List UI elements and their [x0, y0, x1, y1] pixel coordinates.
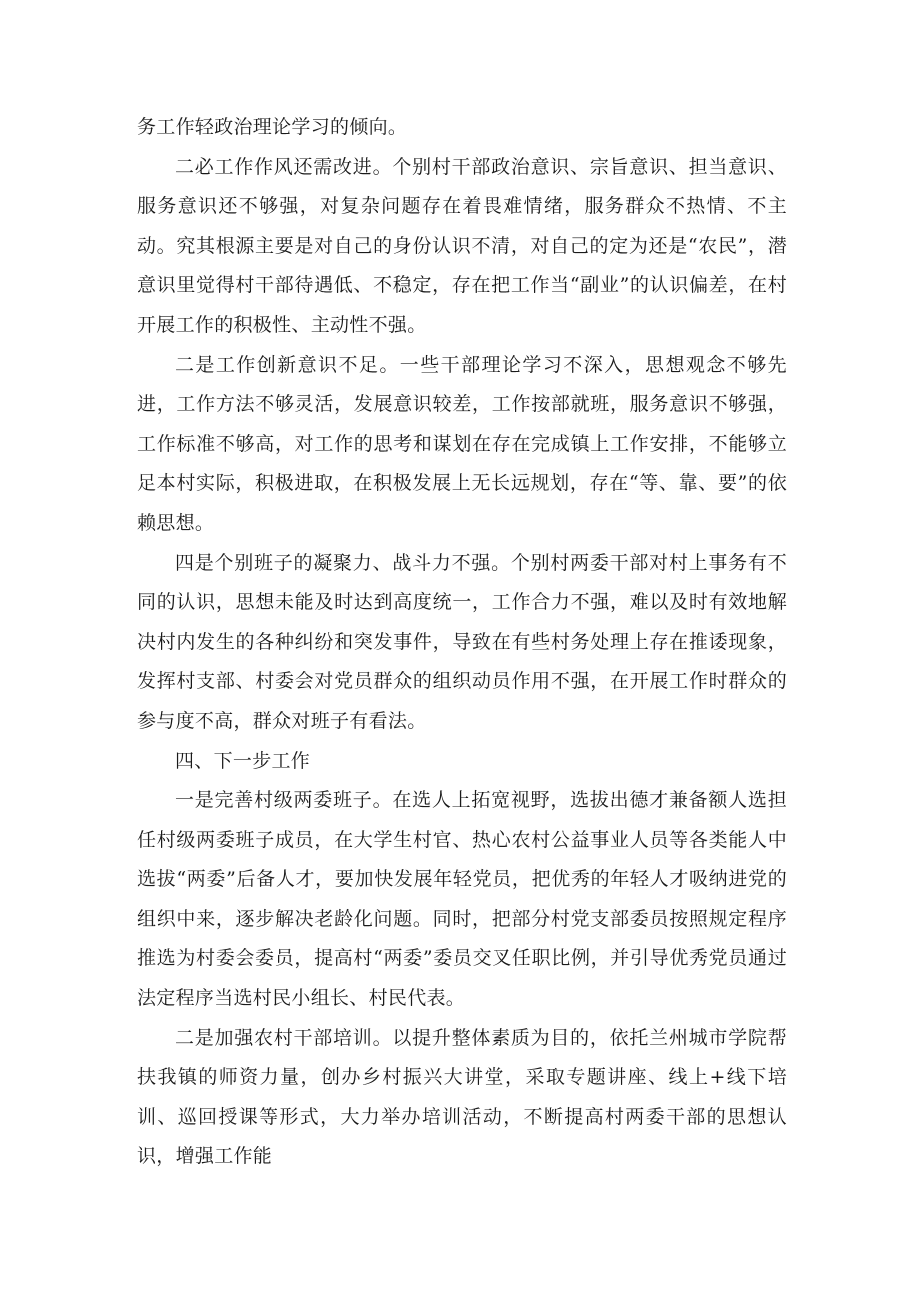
paragraph-innovation-awareness: 二是工作创新意识不足。一些干部理论学习不深入，思想观念不够先进，工作方法不够灵活，发展意识较差，工作按部就班，服务意识不够强，工作标准不够高，对工作的思考和谋划在存在完成镇上工作安排，不能够立足本村实际，积极进取，在积极发展上无长远规划，存在“等、靠、要”的依赖思想。 [137, 353, 787, 534]
document-body [137, 108, 787, 1177]
paragraph-cadre-training: 二是加强农村干部培训。以提升整体素质为目的，依托兰州城市学院帮扶我镇的师资力量，创办乡村振兴大讲堂，采取专题讲座、线上+线下培训、巡回授课等形式，大力举办培训活动，不断提高村两委干部的思想认识，增强工作能 [137, 1026, 787, 1168]
paragraph-improve-committees: 一是完善村级两委班子。在选人上拓宽视野，选拔出德才兼备额人选担任村级两委班子成员，在大学生村官、热心农村公益事业人员等各类能人中选拔“两委”后备人才，要加快发展年轻党员，把优秀的年轻人才吸纳进党的组织中来，逐步解决老龄化问题。同时，把部分村党支部委员按照规定程序推选为村委会委员，提高村“两委”委员交叉任职比例，并引导优秀党员通过法定程序当选村民小组长、村民代表。 [137, 789, 787, 1010]
paragraph-work-style: 二必工作作风还需改进。个别村干部政治意识、宗旨意识、担当意识、服务意识还不够强，对复杂问题存在着畏难情绪，服务群众不热情、不主动。究其根源主要是对自己的身份认识不清，对自己的定为还是“农民”，潜意识里觉得村干部待遇低、不稳定，存在把工作当“副业”的认识偏差，在村开展工作的积极性、主动性不强。 [137, 155, 787, 336]
paragraph-team-cohesion: 四是个别班子的凝聚力、战斗力不强。个别村两委干部对村上事务有不同的认识，思想未能及时达到高度统一，工作合力不强，难以及时有效地解决村内发生的各种纠纷和突发事件，导致在有些村务处理上存在推诿现象，发挥村支部、村委会对党员群众的组织动员作用不强，在开展工作时群众的参与度不高，群众对班子有看法。 [137, 551, 787, 732]
section-heading-next-steps: 四、下一步工作 [175, 749, 311, 772]
paragraph-continuation: 务工作轻政治理论学习的倾向。 [137, 116, 408, 138]
